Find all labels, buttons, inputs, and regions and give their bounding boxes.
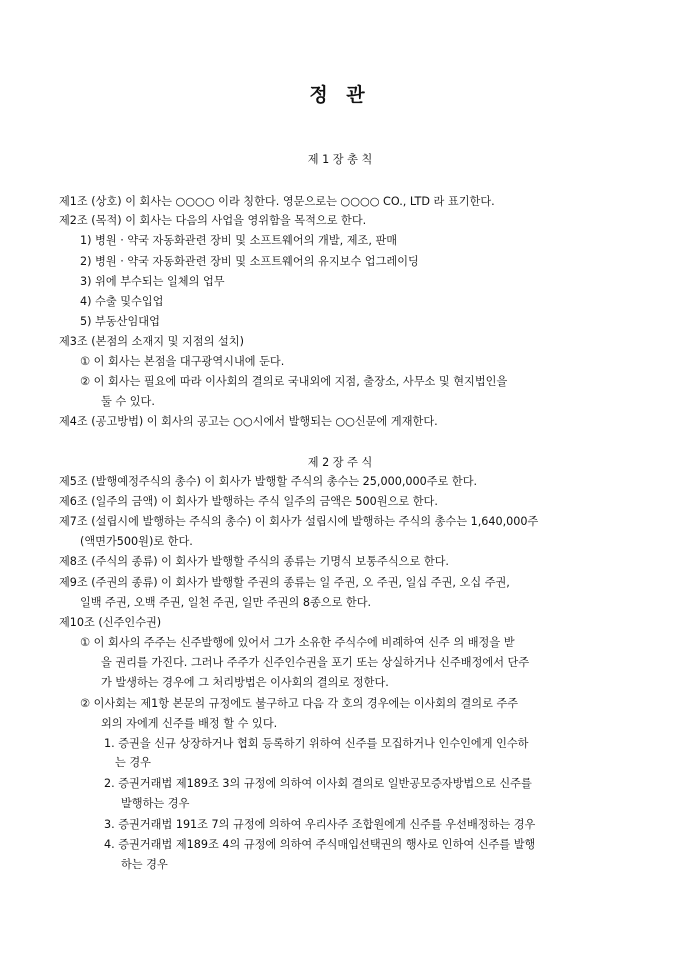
article-2-item-4: 4) 수출 및수입업 xyxy=(80,295,164,308)
article-10-paragraph-1-cont-2: 가 발생하는 경우에 그 처리방법은 이사회의 결의로 정한다. xyxy=(101,676,389,689)
article-2-item-2: 2) 병원 · 약국 자동화관련 장비 및 소프트웨어의 유지보수 업그레이딩 xyxy=(80,255,419,268)
article-10-item-4: 4. 증권거래법 제189조 4의 규정에 의하여 주식매입선택권의 행사로 인하여 신주를 발행 xyxy=(104,838,536,851)
article-9-cont: 일백 주권, 오백 주권, 일천 주권, 일만 주권의 8종으로 한다. xyxy=(80,596,372,609)
article-2-item-1: 1) 병원 · 약국 자동화관련 장비 및 소프트웨어의 개발, 제조, 판매 xyxy=(80,234,398,247)
article-10: 제10조 (신주인수권) xyxy=(59,616,162,629)
article-10-item-1-cont: 는 경우 xyxy=(115,756,151,769)
article-10-paragraph-1: ① 이 회사의 주주는 신주발행에 있어서 그가 소유한 주식수에 비례하여 신주 의 배정을 받 xyxy=(80,636,515,649)
chapter-1-heading: 제 1 장 총 칙 xyxy=(307,153,373,166)
article-3-paragraph-2: ② 이 회사는 필요에 따라 이사회의 결의로 국내외에 지점, 출장소, 사무소 및 현지법인을 xyxy=(80,375,508,388)
article-10-item-2-cont: 발행하는 경우 xyxy=(121,797,190,810)
article-5: 제5조 (발행예정주식의 총수) 이 회사가 발행할 주식의 총수는 25,000,000주로 한다. xyxy=(59,475,478,488)
article-2: 제2조 (목적) 이 회사는 다음의 사업을 영위함을 목적으로 한다. xyxy=(59,214,367,227)
article-10-paragraph-2: ② 이사회는 제1항 본문의 규정에도 불구하고 다음 각 호의 경우에는 이사회의 결의로 주주 xyxy=(80,697,519,710)
article-2-item-3: 3) 위에 부수되는 일체의 업무 xyxy=(80,275,225,288)
document-title: 정 관 xyxy=(309,84,371,106)
article-2-item-5: 5) 부동산임대업 xyxy=(80,315,160,328)
article-10-item-2: 2. 증권거래법 제189조 3의 규정에 의하여 이사회 결의로 일반공모증자방법으로 신주를 xyxy=(104,777,532,790)
article-4: 제4조 (공고방법) 이 회사의 공고는 ○○시에서 발행되는 ○○신문에 게재한다. xyxy=(59,415,438,428)
article-3-paragraph-1: ① 이 회사는 본점을 대구광역시내에 둔다. xyxy=(80,355,285,368)
article-7: 제7조 (설립시에 발행하는 주식의 총수) 이 회사가 설립시에 발행하는 주식의 총수는 1,640,000주 xyxy=(59,515,539,528)
article-9: 제9조 (주권의 종류) 이 회사가 발행할 주권의 종류는 일 주권, 오 주권, 일십 주권, 오십 주권, xyxy=(59,576,510,589)
article-10-item-4-cont: 하는 경우 xyxy=(121,858,168,871)
article-10-item-1: 1. 증권을 신규 상장하거나 협회 등록하기 위하여 신주를 모집하거나 인수인에게 인수하 xyxy=(104,737,529,750)
article-7-cont: (액면가500원)로 한다. xyxy=(80,535,193,548)
article-3: 제3조 (본점의 소재지 및 지점의 설치) xyxy=(59,335,244,348)
article-3-paragraph-2-cont: 둘 수 있다. xyxy=(101,395,155,408)
chapter-2-heading: 제 2 장 주 식 xyxy=(307,456,373,469)
article-1: 제1조 (상호) 이 회사는 ○○○○ 이라 칭한다. 영문으로는 ○○○○ CO., LTD 라 표기한다. xyxy=(59,195,495,208)
article-6: 제6조 (일주의 금액) 이 회사가 발행하는 주식 일주의 금액은 500원으로 한다. xyxy=(59,495,438,508)
article-10-paragraph-2-cont: 외의 자에게 신주를 배정 할 수 있다. xyxy=(101,717,278,730)
article-10-item-3: 3. 증권거래법 191조 7의 규정에 의하여 우리사주 조합원에게 신주를 우선배정하는 경우 xyxy=(104,818,536,831)
article-10-paragraph-1-cont-1: 을 권리를 가진다. 그러나 주주가 신주인수권을 포기 또는 상실하거나 신주배정에서 단주 xyxy=(101,656,530,669)
article-8: 제8조 (주식의 종류) 이 회사가 발행할 주식의 종류는 기명식 보통주식으로 한다. xyxy=(59,555,449,568)
